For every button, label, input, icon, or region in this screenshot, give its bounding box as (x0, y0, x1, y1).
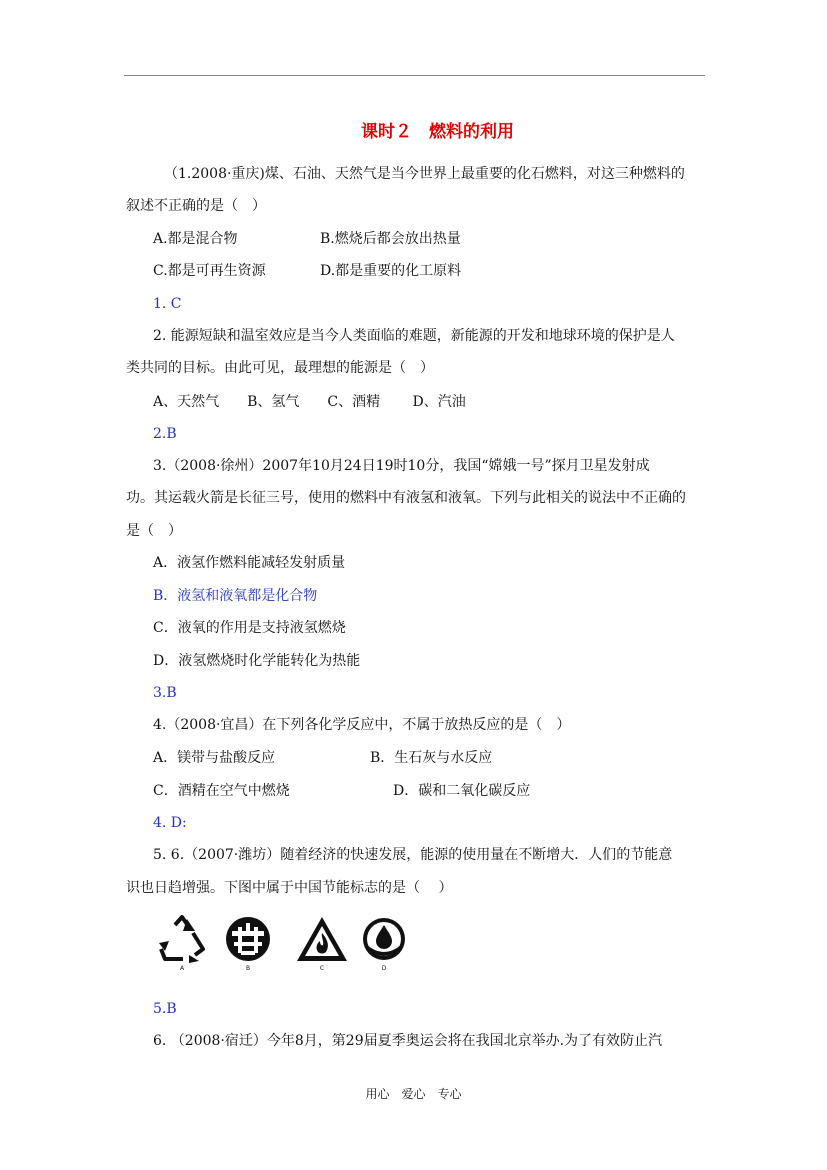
logo-options (155, 915, 415, 977)
answer: 4. D: (153, 815, 187, 831)
answer: 3.B (153, 685, 177, 701)
logo-label: D (381, 965, 387, 972)
logo-label: B (245, 965, 251, 972)
text-line: 2. 能源短缺和温室效应是当今人类面临的难题，新能源的开发和地球环境的保护是人 (153, 328, 675, 344)
option-b: B．液氢和液氧都是化合物 (153, 588, 318, 604)
option-d: D．液氢燃烧时化学能转化为热能 (153, 653, 361, 669)
recycle-icon (155, 915, 209, 965)
text-line: 是（ ） (126, 523, 182, 539)
option-a: A．液氢作燃料能减轻发射质量 (153, 555, 346, 571)
option-c: C．酒精在空气中燃烧 (153, 783, 290, 799)
option-c: C.都是可再生资源 (153, 263, 266, 279)
text-line: 叙述不正确的是（ ） (126, 198, 266, 214)
option-d: D.都是重要的化工原料 (320, 263, 462, 279)
logo-label: A (179, 965, 185, 972)
option-b: B.燃烧后都会放出热量 (320, 231, 461, 247)
energy-saving-icon (221, 915, 275, 965)
header-rule (124, 75, 705, 76)
text-line: 4.（2008·宜昌）在下列各化学反应中，不属于放热反应的是（ ） (153, 717, 571, 733)
answer: 1. C (153, 296, 182, 312)
logo-option-d (357, 915, 411, 975)
option-c: C．液氧的作用是支持液氢燃烧 (153, 620, 346, 636)
answer: 2.B (153, 426, 177, 442)
option-a: A.都是混合物 (153, 231, 238, 247)
option-a: A．镁带与盐酸反应 (153, 750, 276, 766)
text-line: 功。其运载火箭是长征三号，使用的燃料中有液氢和液氧。下列与此相关的说法中不正确的 (126, 490, 686, 506)
option-d: D．碳和二氧化碳反应 (393, 783, 531, 799)
text-line: 识也日趋增强。下图中属于中国节能标志的是（ ） (126, 880, 453, 896)
logo-label: C (319, 965, 325, 972)
answer: 5.B (153, 1001, 177, 1017)
logo-option-c (295, 915, 349, 975)
option-b: B．生石灰与水反应 (370, 750, 493, 766)
text-line: （1.2008·重庆)煤、石油、天然气是当今世界上最重要的化石燃料，对这三种燃料的 (164, 166, 685, 182)
text-line: 3.（2008·徐州）2007年10月24日19时10分，我国“嫦娥一号”探月卫星发射成 (153, 458, 650, 474)
logo-option-b (221, 915, 275, 975)
options: A、天然气 B、氢气 C、酒精 D、汽油 (153, 394, 466, 410)
page-footer: 用心 爱心 专心 (365, 1087, 462, 1101)
text-line: 类共同的目标。由此可见，最理想的能源是（ ） (126, 360, 434, 376)
text-line: 5. 6.（2007·潍坊）随着经济的快速发展，能源的使用量在不断增大．人们的节能意 (153, 847, 673, 863)
water-saving-icon (357, 915, 411, 965)
page-title: 课时２ 燃料的利用 (361, 122, 514, 142)
flammable-icon (295, 915, 349, 965)
logo-option-a (155, 915, 209, 975)
text-line: 6. （2008·宿迁）今年8月，第29届夏季奥运会将在我国北京举办.为了有效防止汽 (153, 1033, 663, 1049)
